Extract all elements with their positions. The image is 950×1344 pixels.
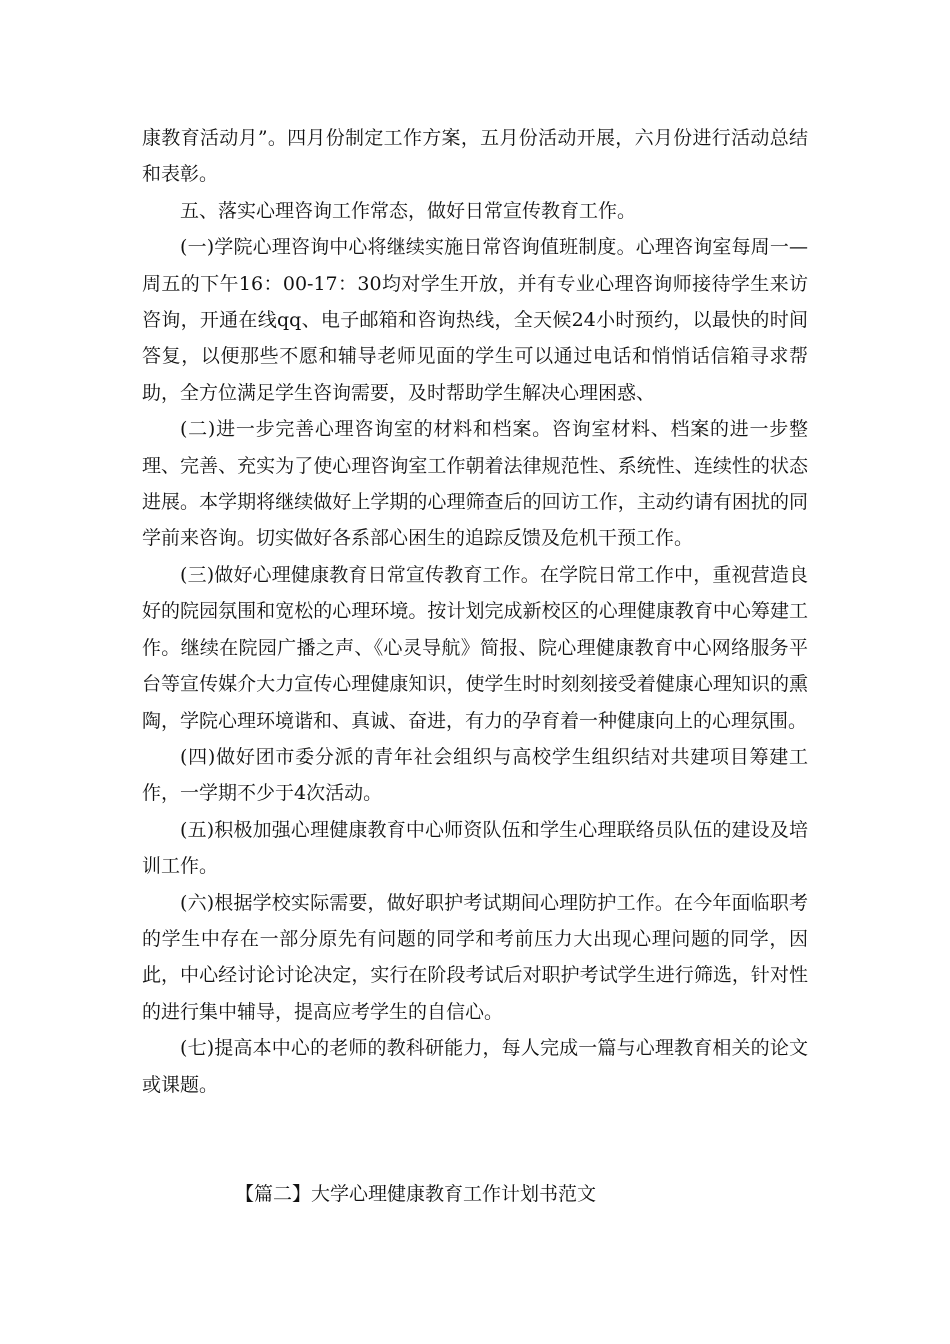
document-body bbox=[142, 120, 808, 1103]
paragraph-item-1: (一)学院心理咨询中心将继续实施日常咨询值班制度。心理咨询室每周一—周五的下午16：00-17：30均对学生开放，并有专业心理咨询师接待学生来访咨询，开通在线qq、电子邮箱和咨询热线，全天候24小时预约，以最快的时间答复，以便那些不愿和辅导老师见面的学生可以通过电话和悄悄话信箱寻求帮助，全方位满足学生咨询需要，及时帮助学生解决心理困惑、 bbox=[142, 236, 808, 404]
paragraph-item-5: (五)积极加强心理健康教育中心师资队伍和学生心理联络员队伍的建设及培训工作。 bbox=[142, 818, 808, 878]
paragraph-item-4: (四)做好团市委分派的青年社会组织与高校学生组织结对共建项目筹建工作，一学期不少于4次活动。 bbox=[142, 745, 808, 805]
heading-section-five: 五、落实心理咨询工作常态，做好日常宣传教育工作。 bbox=[180, 199, 637, 222]
section-title: 【篇二】大学心理健康教育工作计划书范文 bbox=[235, 1183, 597, 1205]
paragraph-item-7: (七)提高本中心的老师的教科研能力，每人完成一篇与心理教育相关的论文或课题。 bbox=[142, 1037, 808, 1096]
paragraph-item-2: (二)进一步完善心理咨询室的材料和档案。咨询室材料、档案的进一步整理、完善、充实为了使心理咨询室工作朝着法律规范性、系统性、连续性的状态进展。本学期将继续做好上学期的心理筛查后的回访工作，主动约请有困扰的同学前来咨询。切实做好各系部心困生的追踪反馈及危机干预工作。 bbox=[142, 418, 808, 550]
paragraph-continuation: 康教育活动月”。四月份制定工作方案，五月份活动开展，六月份进行活动总结和表彰。 bbox=[142, 127, 808, 186]
paragraph-item-3: (三)做好心理健康教育日常宣传教育工作。在学院日常工作中，重视营造良好的院园氛围和宽松的心理环境。按计划完成新校区的心理健康教育中心筹建工作。继续在院园广播之声、《心灵导航》简报、院心理健康教育中心网络服务平台等宣传媒介大力宣传心理健康知识，使学生时时刻刻接受着健康心理知识的熏陶，学院心理环境谐和、真诚、奋进，有力的孕育着一种健康向上的心理氛围。 bbox=[142, 563, 808, 732]
paragraph-item-6: (六)根据学校实际需要，做好职护考试期间心理防护工作。在今年面临职考的学生中存在一部分原先有问题的同学和考前压力大出现心理问题的同学，因此，中心经讨论讨论决定，实行在阶段考试后对职护考试学生进行筛选，针对性的进行集中辅导，提高应考学生的自信心。 bbox=[142, 891, 808, 1023]
